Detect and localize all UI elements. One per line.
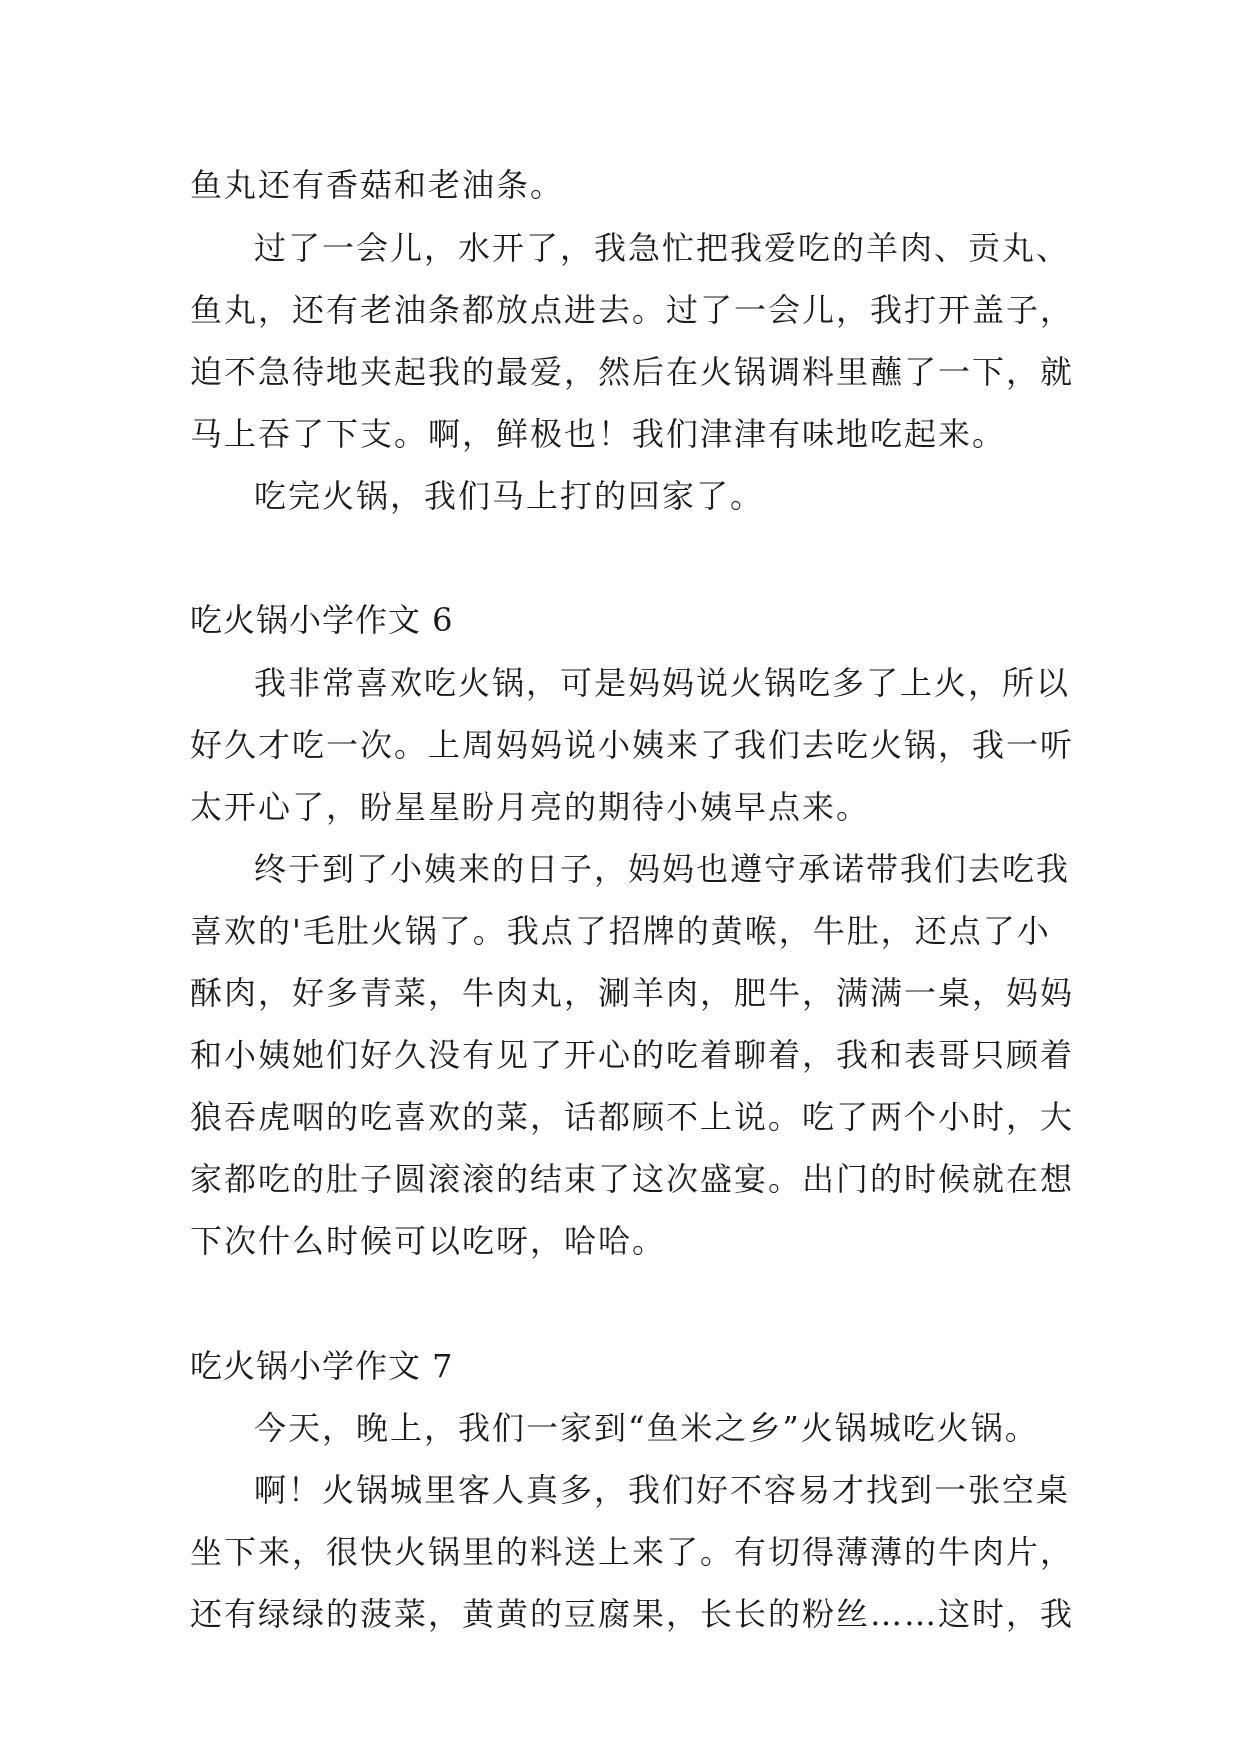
- paragraph-line: 太开心了，盼星星盼月亮的期待小姨早点来。: [190, 788, 871, 826]
- section-title: 吃火锅小学作文 7: [190, 1347, 454, 1385]
- paragraph-line: 坐下来，很快火锅里的料送上来了。有切得薄薄的牛肉片，: [190, 1533, 1075, 1571]
- paragraph-line: 终于到了小姨来的日子，妈妈也遵守承诺带我们去吃我: [254, 850, 1071, 888]
- paragraph-line: 家都吃的肚子圆滚滚的结束了这次盛宴。出门的时候就在想: [190, 1160, 1075, 1198]
- paragraph-line: 鱼丸还有香菇和老油条。: [190, 166, 565, 204]
- paragraph-line: 迫不急待地夹起我的最爱，然后在火锅调料里蘸了一下，就: [190, 353, 1075, 391]
- section-title: 吃火锅小学作文 6: [190, 601, 454, 639]
- paragraph-line: 吃完火锅，我们马上打的回家了。: [254, 477, 765, 515]
- paragraph-line: 我非常喜欢吃火锅，可是妈妈说火锅吃多了上火，所以: [254, 664, 1071, 702]
- paragraph-line: 马上吞了下支。啊，鲜极也！我们津津有味地吃起来。: [190, 415, 1007, 453]
- paragraph-line: 狼吞虎咽的吃喜欢的菜，话都顾不上说。吃了两个小时，大: [190, 1098, 1075, 1136]
- paragraph-line: 还有绿绿的菠菜，黄黄的豆腐果，长长的粉丝……这时，我: [190, 1595, 1075, 1633]
- paragraph-line: 啊！火锅城里客人真多，我们好不容易才找到一张空桌: [254, 1471, 1071, 1509]
- paragraph-line: 今天，晚上，我们一家到“鱼米之乡”火锅城吃火锅。: [254, 1409, 1039, 1447]
- paragraph-line: 鱼丸，还有老油条都放点进去。过了一会儿，我打开盖子，: [190, 291, 1075, 329]
- paragraph-line: 下次什么时候可以吃呀，哈哈。: [190, 1222, 667, 1260]
- paragraph-line: 过了一会儿，水开了，我急忙把我爱吃的羊肉、贡丸、: [254, 229, 1071, 267]
- paragraph-line: 喜欢的'毛肚火锅了。我点了招牌的黄喉，牛肚，还点了小: [190, 912, 1051, 950]
- paragraph-line: 好久才吃一次。上周妈妈说小姨来了我们去吃火锅，我一听: [190, 726, 1075, 764]
- paragraph-line: 酥肉，好多青菜，牛肉丸，涮羊肉，肥牛，满满一桌，妈妈: [190, 974, 1075, 1012]
- paragraph-line: 和小姨她们好久没有见了开心的吃着聊着，我和表哥只顾着: [190, 1036, 1075, 1074]
